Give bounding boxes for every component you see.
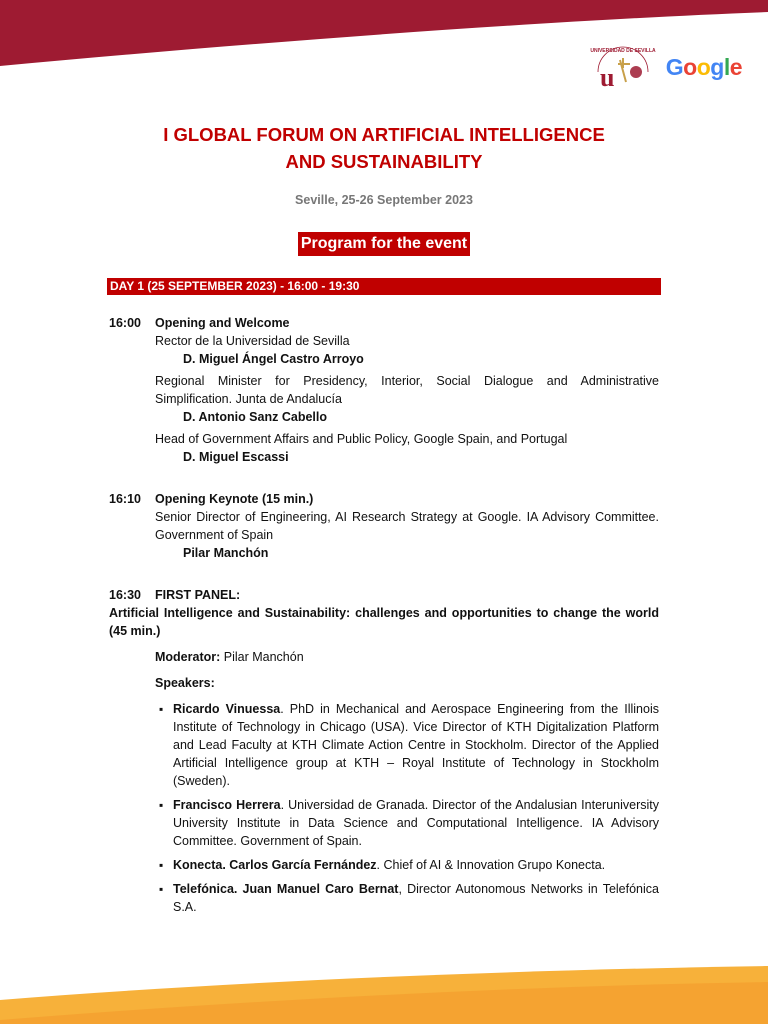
day1-banner: DAY 1 (25 SEPTEMBER 2023) - 16:00 - 19:30 [107,278,661,295]
speaker-name: Francisco Herrera [173,798,281,812]
list-item [155,880,659,916]
speaker-name: Konecta. Carlos García Fernández [173,858,377,872]
program-heading: Program for the event [298,232,470,256]
event-date-location: Seville, 25-26 September 2023 [295,193,473,207]
seal-lettering: UNIVERSIDAD DE SEVILLA [590,48,656,54]
panel-time: 16:30 [109,588,141,602]
opening-speaker-role: Rector de la Universidad de Sevilla [155,334,350,348]
speaker-desc: . Chief of AI & Innovation Grupo Konecta. [376,858,606,872]
opening-heading [109,314,659,332]
bottom-wave-band [0,960,768,1024]
keynote-title: Opening Keynote (15 min.) [155,492,314,506]
panel-heading [109,586,659,604]
opening-speaker-role: Regional Minister for Presidency, Interior, Social Dialogue and Administrative Simplification. Junta de Andalucía [155,374,659,406]
svg-text:u: u [599,63,615,92]
speaker-desc: , Director Autonomous Networks in Telefónica S.A. [173,882,659,914]
panel-title: Artificial Intelligence and Sustainability: challenges and opportunities to change the world (45 min.) [109,606,659,638]
opening-speaker-name: D. Antonio Sanz Cabello [183,410,327,424]
moderator-label: Moderator: [155,650,221,664]
google-logo: Google [665,53,742,80]
opening-speaker-name: D. Miguel Ángel Castro Arroyo [183,352,364,366]
speaker-name: Telefónica. Juan Manuel Caro Bernat [173,882,399,896]
opening-speaker-name: D. Miguel Escassi [183,450,289,464]
list-item [155,796,659,850]
keynote-heading [109,490,659,508]
list-item [155,700,659,790]
title-line-1: I GLOBAL FORUM ON ARTIFICIAL INTELLIGENCE [163,124,605,145]
opening-title: Opening and Welcome [155,316,290,330]
speakers-list [109,700,659,916]
panel-label: FIRST PANEL: [155,588,241,602]
list-item [155,856,659,874]
keynote-time: 16:10 [109,492,141,506]
speaker-desc: . PhD in Mechanical and Aerospace Engineering from the Illinois Institute of Technology in Chicago (USA). Vice Director of KTH Digitalization Platform and Lead Faculty at KTH Climate Action Centre in Stockholm. Director of the Applied Artificial Intelligence group at KTH – Royal Institute of Technology in Stockholm (Sweden). [173,702,659,788]
speaker-desc: . Universidad de Granada. Director of the Andalusian Interuniversity University Institute in Data Science and Computational Intelligence. IA Advisory Committee. Government of Spain. [173,798,659,848]
university-seal-logo [590,42,656,92]
moderator-name: Pilar Manchón [223,650,304,664]
title-line-2: AND SUSTAINABILITY [285,151,483,172]
program-content [109,314,659,922]
keynote-speaker-name: Pilar Manchón [183,546,269,560]
keynote-speaker-role: Senior Director of Engineering, AI Research Strategy at Google. IA Advisory Committee. Government of Spain [155,510,659,542]
opening-time: 16:00 [109,316,141,330]
opening-speaker-role: Head of Government Affairs and Public Policy, Google Spain, and Portugal [155,432,568,446]
panel-moderator [155,648,659,666]
speaker-name: Ricardo Vinuessa [173,702,281,716]
header-logos [590,42,742,92]
event-title [0,121,768,175]
speakers-label: Speakers: [155,676,215,690]
